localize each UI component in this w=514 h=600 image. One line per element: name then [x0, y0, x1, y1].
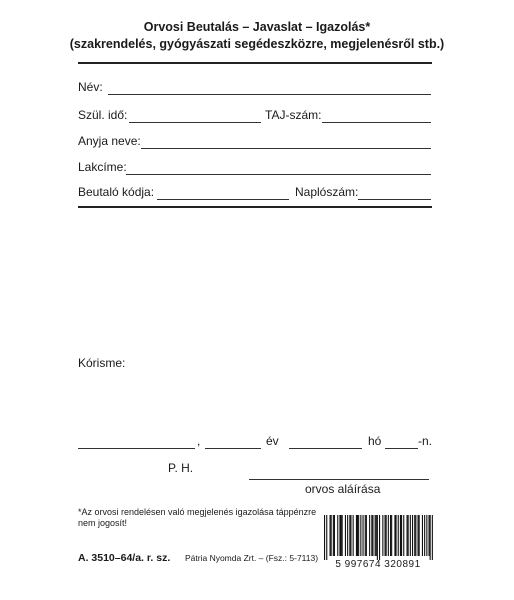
barcode-bar	[396, 515, 397, 556]
taj-label: TAJ-szám:	[265, 108, 322, 122]
barcode-bar	[357, 515, 358, 556]
log-number-label: Naplószám:	[295, 185, 359, 199]
barcode-bar	[412, 515, 413, 556]
barcode-bar	[429, 515, 430, 556]
barcode-bar	[415, 515, 416, 556]
barcode-bar	[403, 515, 404, 556]
barcode-bar	[353, 515, 354, 556]
barcode-bar	[324, 515, 325, 560]
taj-field[interactable]	[322, 122, 431, 123]
name-label: Név:	[78, 80, 103, 94]
barcode-bar	[330, 515, 331, 556]
birth-date-label: Szül. idő:	[78, 108, 128, 122]
barcode-bar	[333, 515, 334, 556]
barcode-bar	[375, 515, 376, 556]
month-field[interactable]	[289, 448, 362, 449]
barcode-bar	[390, 515, 391, 556]
day-suffix: -n.	[418, 434, 433, 448]
date-comma: ,	[197, 434, 201, 448]
referrer-code-field[interactable]	[157, 199, 289, 200]
top-rule	[78, 62, 432, 64]
barcode-bar	[350, 515, 351, 556]
barcode-bar	[414, 515, 415, 556]
barcode-bar	[410, 515, 411, 556]
barcode-bar	[422, 515, 423, 556]
year-field[interactable]	[205, 448, 261, 449]
barcode-bar	[401, 515, 402, 556]
barcode-bar	[418, 515, 419, 556]
barcode-bar	[419, 515, 420, 556]
barcode-bar	[371, 515, 372, 556]
address-field[interactable]	[126, 174, 431, 175]
barcode-bar	[334, 515, 335, 556]
birth-date-field[interactable]	[129, 122, 261, 123]
barcode-bar	[345, 515, 346, 556]
name-field[interactable]	[108, 94, 431, 95]
barcode-bar	[394, 515, 395, 556]
footnote: *Az orvosi rendelésen való megjelenés igazolása táppénzre nem jogosít!	[78, 507, 317, 528]
barcode-bar	[382, 515, 383, 556]
barcode-bar	[424, 515, 425, 556]
barcode-bar	[407, 515, 408, 556]
referrer-code-label: Beutaló kódja:	[78, 185, 155, 199]
stamp-placeholder: P. H.	[168, 461, 194, 475]
mother-name-label: Anyja neve:	[78, 134, 141, 148]
barcode-bar	[391, 515, 392, 556]
barcode-bar	[326, 515, 327, 560]
barcode-bar	[408, 515, 409, 556]
signature-label: orvos aláírása	[305, 482, 381, 496]
barcode-bar	[379, 515, 380, 560]
barcode-bar	[432, 515, 433, 560]
barcode-digits: 5 997674 320891	[335, 559, 421, 570]
address-label: Lakcíme:	[78, 160, 127, 174]
barcode-bar	[339, 515, 340, 556]
form-title: Orvosi Beutalás – Javaslat – Igazolás*	[143, 20, 371, 34]
barcode-bar	[388, 515, 389, 556]
year-label: év	[266, 434, 279, 448]
log-number-field[interactable]	[358, 199, 431, 200]
barcode-bar	[342, 515, 343, 556]
barcode-bar	[377, 515, 378, 560]
fields-bottom-rule	[78, 206, 432, 208]
barcode-bar	[376, 515, 377, 556]
form-subtitle: (szakrendelés, gyógyászati segédeszközre, megjelenésről stb.)	[69, 37, 445, 51]
form-code: A. 3510–64/a. r. sz.	[78, 552, 171, 564]
barcode-bar	[365, 515, 366, 556]
barcode-bar	[363, 515, 364, 556]
barcode-bar	[385, 515, 386, 556]
barcode-bar	[372, 515, 373, 556]
barcode-bar	[349, 515, 350, 556]
barcode-bar	[366, 515, 367, 556]
place-field[interactable]	[78, 448, 195, 449]
barcode-bar	[356, 515, 357, 556]
barcode-bar	[341, 515, 342, 556]
barcode-bar	[386, 515, 387, 556]
signature-field[interactable]	[249, 479, 429, 480]
month-label: hó	[368, 434, 382, 448]
printer-info: Pátria Nyomda Zrt. – (Fsz.: 5-7113)	[185, 553, 319, 563]
barcode-bar	[426, 515, 427, 556]
diagnosis-label: Kórisme:	[78, 356, 126, 370]
barcode-bar	[369, 515, 370, 556]
barcode-bar	[337, 515, 338, 556]
barcode-bar	[347, 515, 348, 556]
day-field[interactable]	[385, 448, 418, 449]
barcode-bar	[430, 515, 431, 560]
barcode-bar	[358, 515, 359, 556]
barcode	[322, 513, 434, 575]
barcode-bar	[360, 515, 361, 556]
barcode-bar	[331, 515, 332, 556]
mother-name-field[interactable]	[141, 148, 431, 149]
barcode-bar	[400, 515, 401, 556]
barcode-bar	[398, 515, 399, 556]
